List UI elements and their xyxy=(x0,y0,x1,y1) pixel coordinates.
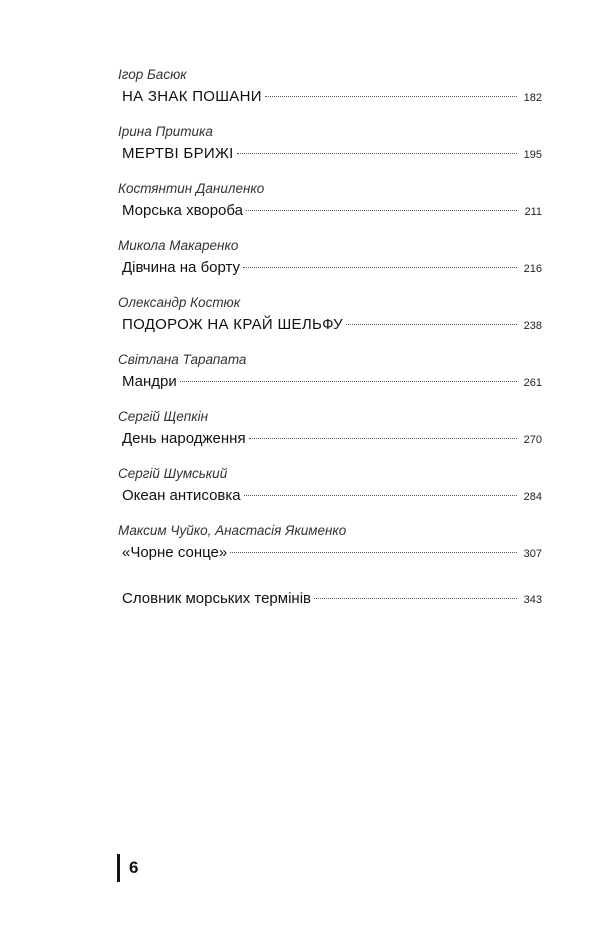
table-of-contents xyxy=(118,66,542,642)
dot-leader xyxy=(230,552,517,553)
folio-number: 6 xyxy=(129,858,139,877)
toc-entry[interactable] xyxy=(118,180,542,237)
entry-title: Дівчина на борту xyxy=(122,259,241,276)
folio-bar xyxy=(117,854,120,882)
entry-author: Максим Чуйко, Анастасія Якименко xyxy=(118,523,347,538)
entry-author: Олександр Костюк xyxy=(118,295,241,310)
entry-author: Ірина Притика xyxy=(118,124,213,139)
dot-leader xyxy=(314,598,517,599)
entry-row xyxy=(118,144,542,165)
entry-row xyxy=(118,429,542,450)
entry-author: Костянтин Даниленко xyxy=(118,181,265,196)
dot-leader xyxy=(249,438,517,439)
entry-row xyxy=(118,589,542,610)
page-folio xyxy=(117,854,138,882)
entry-row xyxy=(118,372,542,393)
entry-title: Мандри xyxy=(122,373,177,390)
toc-entry[interactable] xyxy=(118,351,542,408)
entry-page-number: 307 xyxy=(523,548,542,560)
entry-author: Ігор Басюк xyxy=(118,67,187,82)
entry-title: НА ЗНАК ПОШАНИ xyxy=(122,88,262,105)
entry-author: Сергій Щепкін xyxy=(118,409,209,424)
dot-leader xyxy=(180,381,517,382)
entry-title: Словник морських термінів xyxy=(122,590,311,607)
entry-title: Океан антисовка xyxy=(122,487,241,504)
entry-title: День народження xyxy=(122,430,246,447)
entry-title: «Чорне сонце» xyxy=(122,544,228,561)
entry-row xyxy=(118,258,542,279)
entry-page-number: 343 xyxy=(523,594,542,606)
entry-title: ПОДОРОЖ НА КРАЙ ШЕЛЬФУ xyxy=(122,316,343,333)
entry-author: Світлана Тарапата xyxy=(118,352,247,367)
entry-page-number: 216 xyxy=(523,263,542,275)
entry-row xyxy=(118,201,542,222)
toc-entry[interactable] xyxy=(118,408,542,465)
entry-page-number: 261 xyxy=(523,377,542,389)
toc-entry[interactable] xyxy=(118,66,542,123)
entry-row xyxy=(118,87,542,108)
toc-entry[interactable] xyxy=(118,465,542,522)
dot-leader xyxy=(243,267,517,268)
toc-entry[interactable] xyxy=(118,294,542,351)
entry-author: Микола Макаренко xyxy=(118,238,239,253)
toc-entry[interactable] xyxy=(118,522,542,579)
entry-title: Морська хвороба xyxy=(122,202,243,219)
toc-entry[interactable] xyxy=(118,123,542,180)
dot-leader xyxy=(346,324,517,325)
toc-entry-glossary[interactable] xyxy=(118,585,542,642)
entry-page-number: 284 xyxy=(523,491,542,503)
toc-entry[interactable] xyxy=(118,237,542,294)
entry-page-number: 195 xyxy=(523,149,542,161)
entry-title: МЕРТВІ БРИЖІ xyxy=(122,145,234,162)
dot-leader xyxy=(244,495,517,496)
entry-page-number: 182 xyxy=(523,92,542,104)
entry-page-number: 211 xyxy=(524,206,542,218)
entry-row xyxy=(118,543,542,564)
entry-row xyxy=(118,315,542,336)
entry-page-number: 238 xyxy=(523,320,542,332)
dot-leader xyxy=(237,153,517,154)
entry-author: Сергій Шумський xyxy=(118,466,228,481)
entry-row xyxy=(118,486,542,507)
dot-leader xyxy=(265,96,517,97)
dot-leader xyxy=(246,210,517,211)
entry-page-number: 270 xyxy=(523,434,542,446)
